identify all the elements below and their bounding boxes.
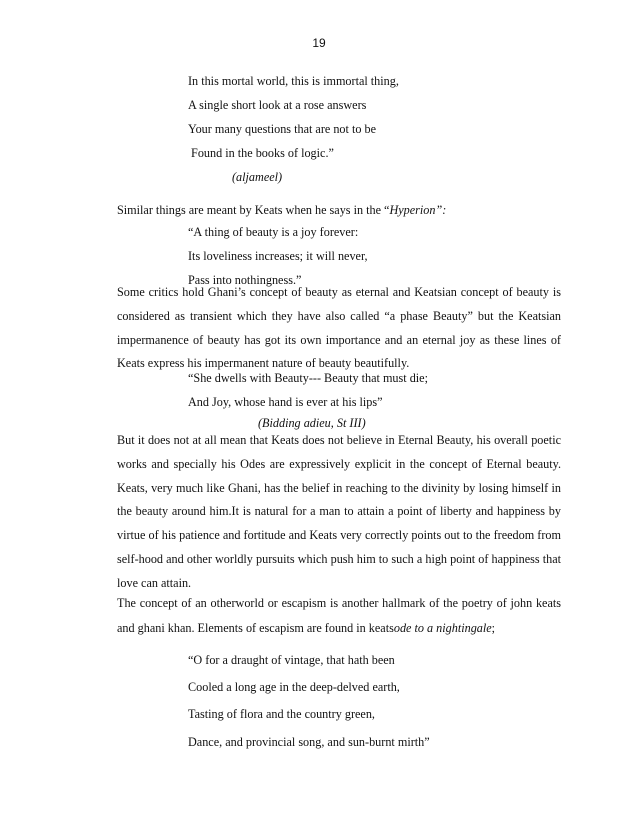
paragraph-3-body (117, 591, 561, 640)
page-number: 19 (312, 36, 326, 50)
keats-intro-text: Similar things are meant by Keats when he says in the “ (117, 203, 390, 217)
poem-line: Tasting of flora and the country green, (188, 707, 375, 721)
paragraph-2-text: But it does not at all mean that Keats does not believe in Eternal Beauty, his overall poetic works and specially his Odes are expressively explicit in the concept of Eternal beauty. Keats, very much like Ghani, has the belief in reaching to the divinity by losing himself in the beauty around him.It is natural for a man to attain a point of liberty and happiness by virtue of his patience and fortitude and Keats very correctly points out to the freedom from self-hood and other worldly pursuits which push him to such a high point of happiness that love can attain. (117, 433, 561, 590)
poem-line: Dance, and provincial song, and sun-burnt mirth” (188, 735, 430, 749)
poem-line: “A thing of beauty is a joy forever: (188, 225, 359, 239)
poem-line: Its loveliness increases; it will never, (188, 249, 368, 263)
keats-intro-title: Hyperion”: (389, 203, 447, 217)
paragraph-3 (117, 591, 561, 640)
poem-citation: (Bidding adieu, St III) (258, 416, 366, 430)
paragraph-1 (117, 281, 561, 376)
keats-intro (117, 203, 446, 218)
paragraph-3-end: ; (491, 620, 496, 635)
poem-line: Found in the books of logic.” (188, 146, 334, 160)
poem-citation: (aljameel) (232, 170, 283, 184)
poem-line: And Joy, whose hand is ever at his lips” (188, 395, 383, 409)
poem-line: Your many questions that are not to be (188, 122, 376, 136)
poem-line: A single short look at a rose answers (188, 98, 367, 112)
paragraph-3-title: ode to a nightingale (393, 620, 492, 635)
paragraph-1-text: Some critics hold Ghani’s concept of beauty as eternal and Keatsian concept of beauty is considered as transient which they have also called “a phase Beauty” but the Keatsian impermanence of beauty has got its own importance and an eternal joy as these lines of Keats express his impermanent nature of beauty beautifully. (117, 285, 561, 371)
poem-line: “She dwells with Beauty--- Beauty that must die; (188, 371, 428, 385)
poem-line: Cooled a long age in the deep-delved earth, (188, 680, 400, 694)
poem-line: “O for a draught of vintage, that hath been (188, 653, 395, 667)
paragraph-3-text: The concept of an otherworld or escapism is another hallmark of the poetry of john keats and ghani khan. Elements of escapism are found in keats (117, 596, 561, 635)
poem-line: Pass into nothingness.” (188, 273, 302, 287)
poem-line: In this mortal world, this is immortal thing, (188, 74, 399, 88)
paragraph-2 (117, 429, 561, 596)
